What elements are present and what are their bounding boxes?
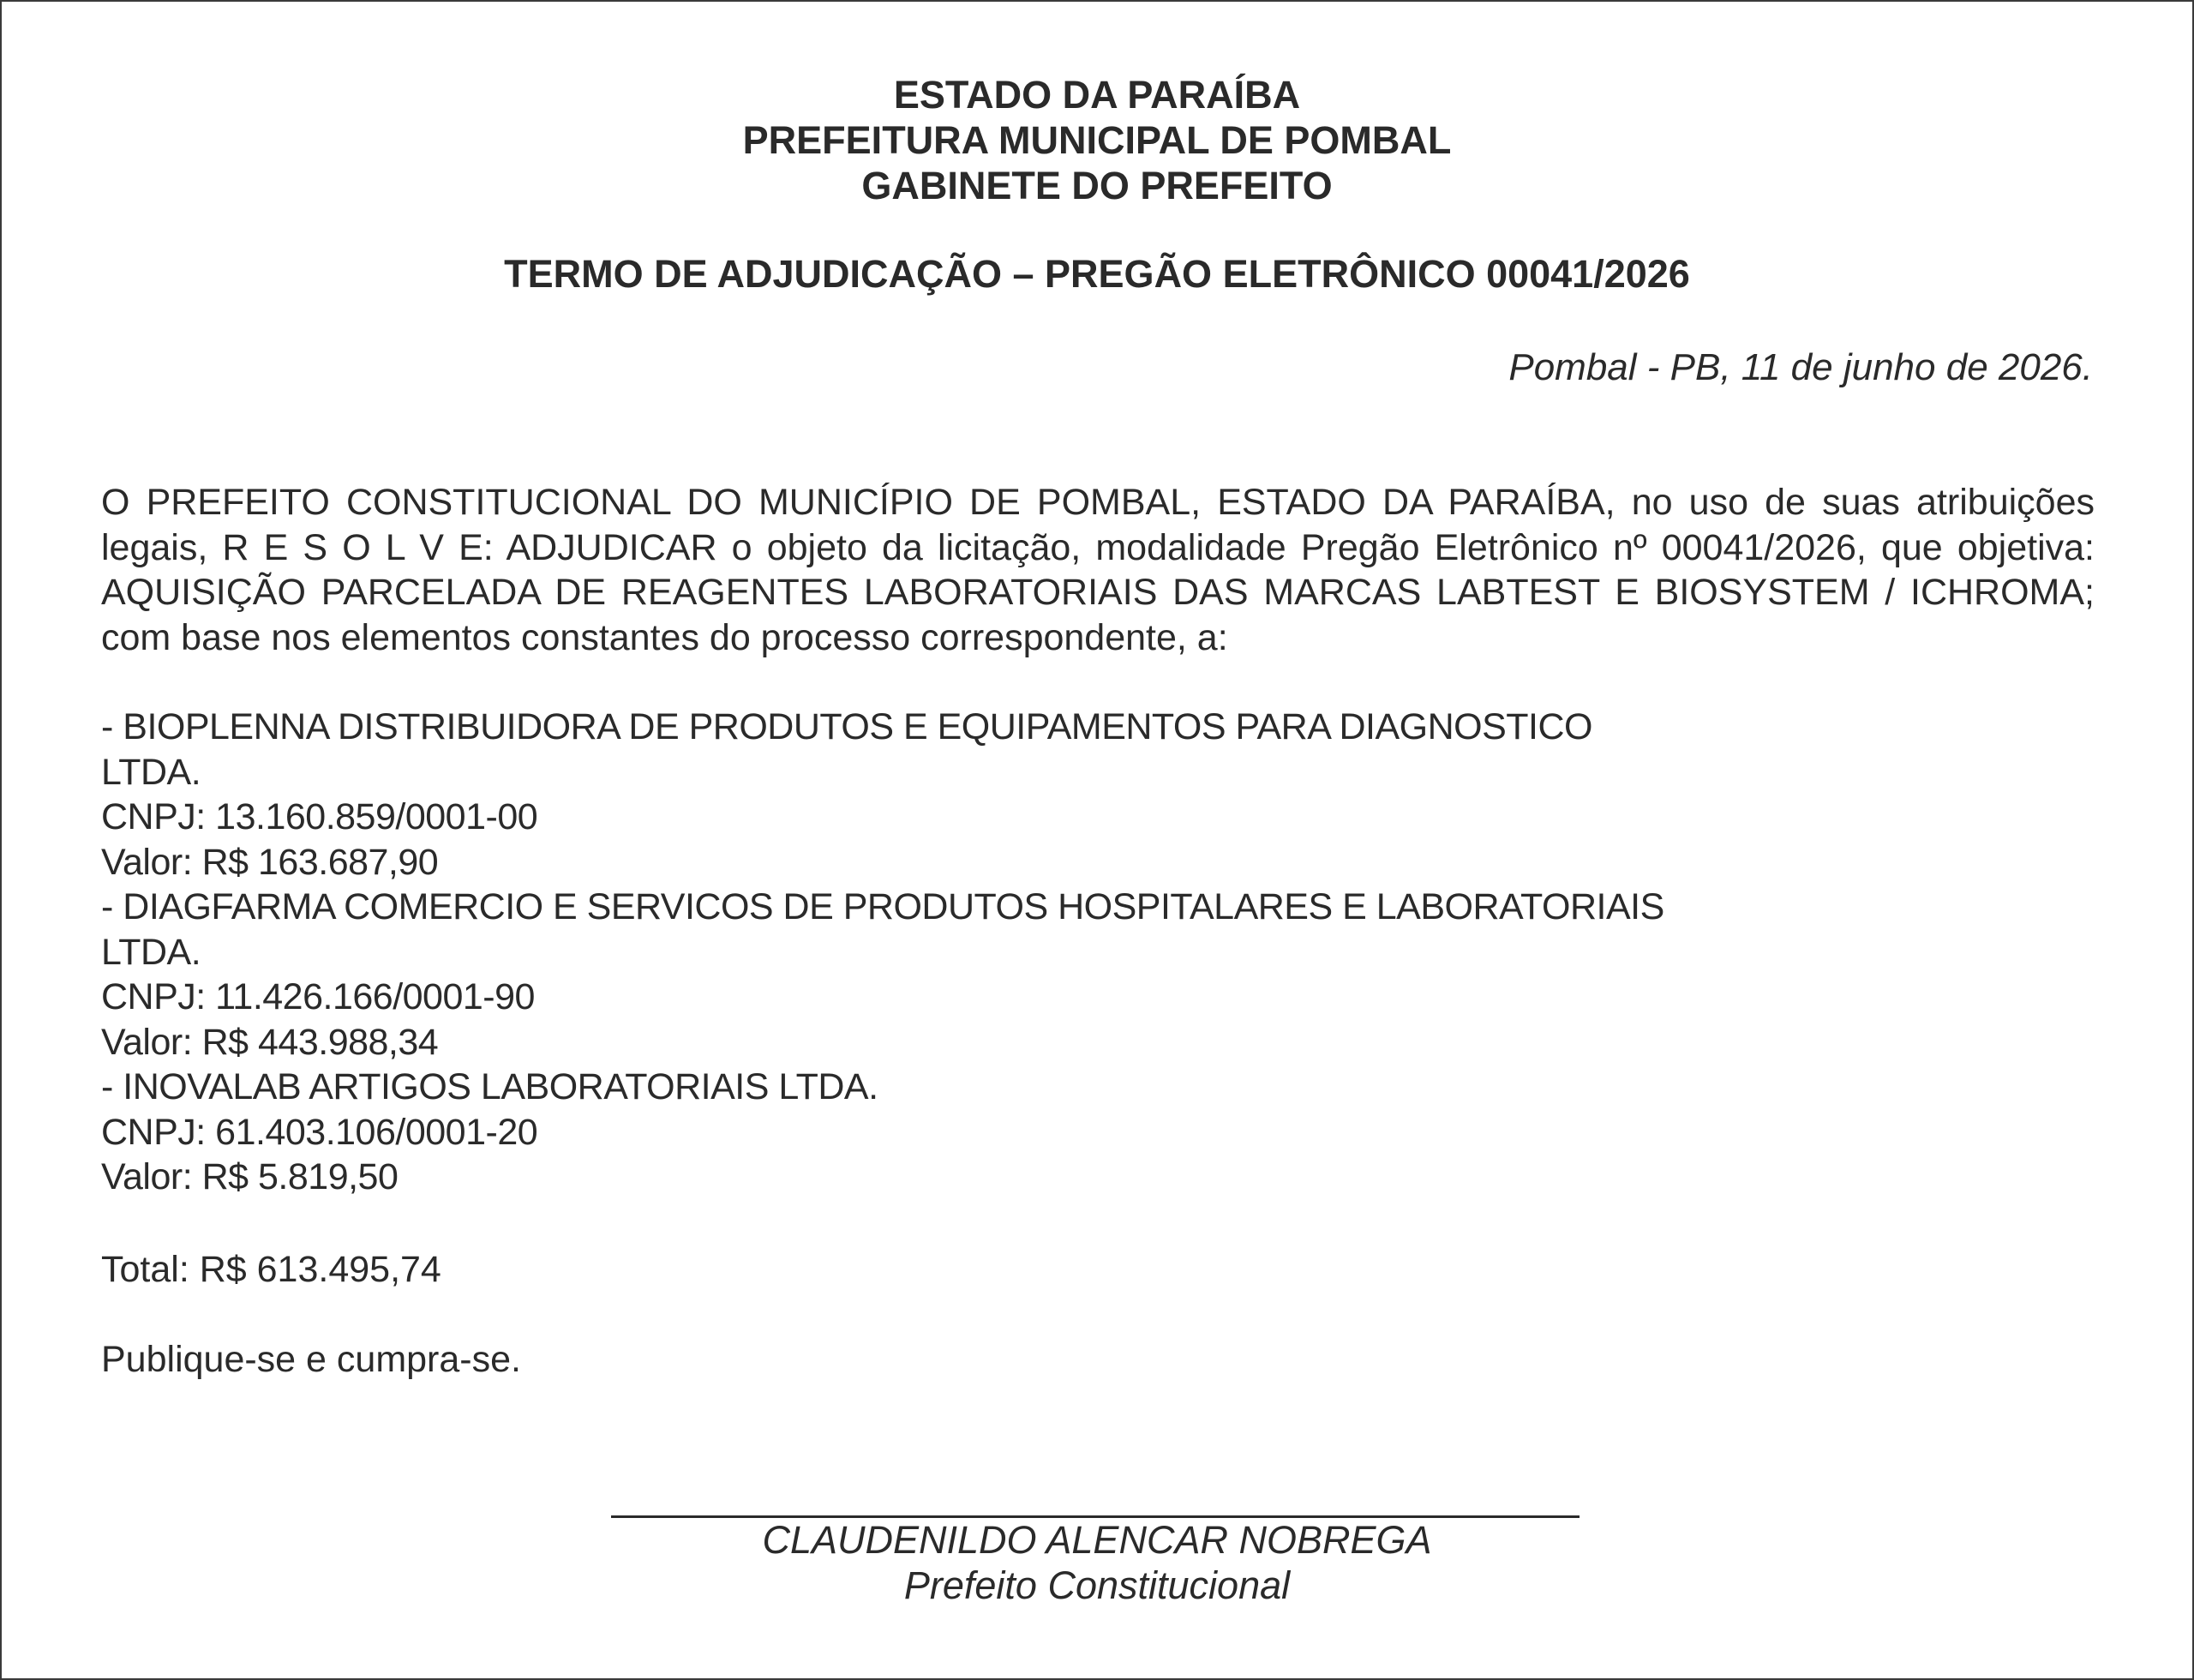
intro-paragraph: O PREFEITO CONSTITUCIONAL DO MUNICÍPIO DE POMBAL, ESTADO DA PARAÍBA, no uso de suas atribuições legais, R E S O L V E: ADJUDICAR o objeto da licitação, modalidade Pregão Eletrônico nº 00041/2026, que objetiva: AQUISIÇÃO PARCELADA DE REAGENTES LABORATORIAIS DAS MARCAS LABTEST E BIOSYSTEM / ICHROMA; com base nos elementos constantes do processo correspondente, a: [101,482,2095,658]
closing-statement: Publique-se e cumpra-se. [101,1339,521,1380]
vendor-name: - DIAGFARMA COMERCIO E SERVICOS DE PRODUTOS HOSPITALARES E LABORATORIAIS [101,886,1664,927]
vendor-valor: Valor: R$ 443.988,34 [101,1021,439,1063]
vendor-valor: Valor: R$ 163.687,90 [101,841,439,883]
vendor-cnpj: CNPJ: 13.160.859/0001-00 [101,796,538,837]
header-prefecture: PREFEITURA MUNICIPAL DE POMBAL [742,118,1452,162]
vendor-cnpj: CNPJ: 11.426.166/0001-90 [101,976,535,1017]
vendor-cnpj: CNPJ: 61.403.106/0001-20 [101,1111,538,1153]
signature-block [2,1517,2192,1608]
dateline: Pombal - PB, 11 de junho de 2026. [1508,346,2093,388]
vendor-valor: Valor: R$ 5.819,50 [101,1156,399,1197]
signatory-name: CLAUDENILDO ALENCAR NOBREGA [762,1518,1432,1562]
total-amount: Total: R$ 613.495,74 [101,1249,441,1290]
vendor-name: - BIOPLENNA DISTRIBUIDORA DE PRODUTOS E EQUIPAMENTOS PARA DIAGNOSTICO [101,706,1592,747]
header-office: GABINETE DO PREFEITO [861,164,1333,207]
vendor-list [101,705,2095,1200]
signatory-role: Prefeito Constitucional [903,1563,1291,1607]
vendor-name: - INOVALAB ARTIGOS LABORATORIAIS LTDA. [101,1066,878,1107]
vendor-name-cont: LTDA. [101,931,201,973]
document-header [2,72,2192,208]
document-title: TERMO DE ADJUDICAÇÃO – PREGÃO ELETRÔNICO 00041/2026 [504,252,1690,296]
header-state: ESTADO DA PARAÍBA [893,73,1301,117]
vendor-name-cont: LTDA. [101,751,201,793]
